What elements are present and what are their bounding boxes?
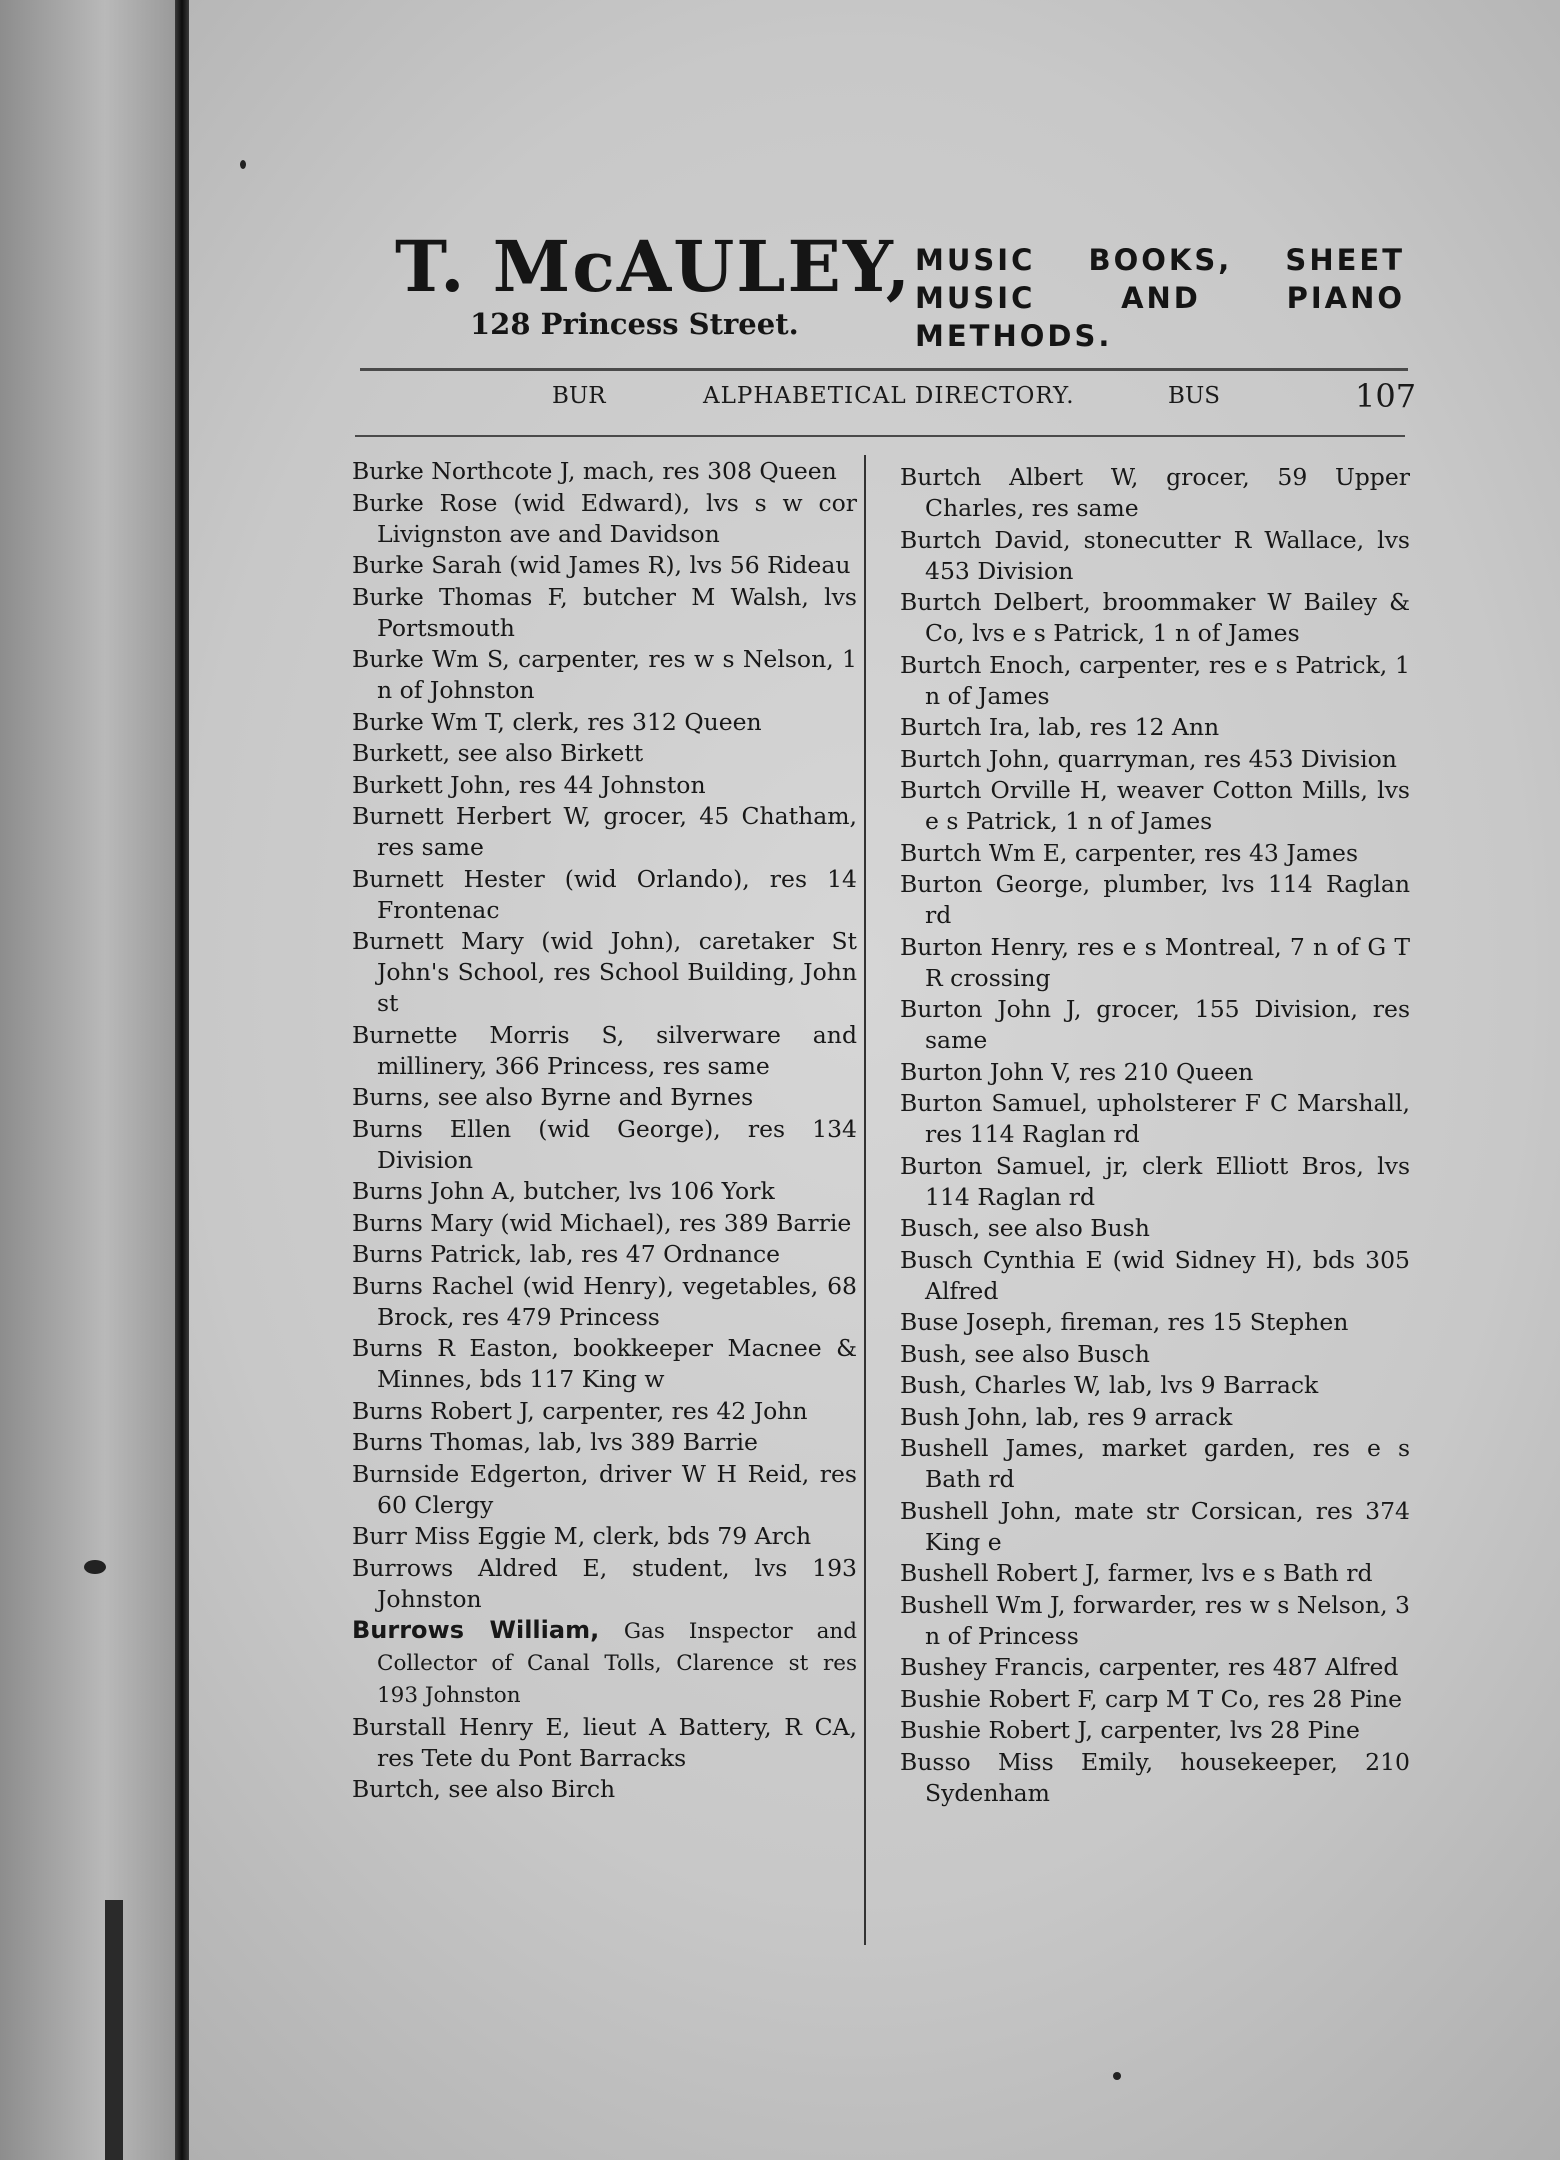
entry-text: Bushell Robert J, farmer, lvs e s Bath rd (900, 1559, 1373, 1587)
directory-entry (352, 1396, 857, 1427)
header-rule-top (360, 368, 1408, 371)
directory-entry (900, 1151, 1410, 1213)
entry-text: Burns Thomas, lab, lvs 389 Barrie (352, 1428, 758, 1456)
entry-name-bold: Burrows William, (352, 1616, 600, 1644)
directory-entry (900, 1370, 1410, 1401)
entry-text: Burton John J, grocer, 155 Division, res same (900, 995, 1410, 1054)
scan-shadow (105, 1900, 123, 2160)
directory-entry (900, 1496, 1410, 1558)
directory-entry (352, 738, 857, 769)
entry-text: Busch Cynthia E (wid Sidney H), bds 305 Alfred (900, 1245, 1410, 1305)
entry-text: Burke Thomas F, butcher M Walsh, lvs Portsmouth (352, 582, 857, 642)
directory-entry (900, 838, 1410, 869)
entry-text: Burke Wm T, clerk, res 312 Queen (352, 707, 762, 736)
entry-text: Buse Joseph, fireman, res 15 Stephen (900, 1308, 1349, 1336)
tagline-line: MUSIC BOOKS, SHEET (915, 243, 1405, 277)
entry-text: Burns, see also Byrne and Byrnes (352, 1083, 754, 1111)
entry-text: Burtch Ira, lab, res 12 Ann (900, 713, 1220, 741)
advertiser-name: T. McAULEY, (395, 225, 913, 308)
header-rule-bottom (355, 435, 1405, 437)
entry-text: Busch, see also Bush (900, 1214, 1150, 1242)
entry-text: Burton Samuel, jr, clerk Elliott Bros, lvs 114 Raglan rd (900, 1151, 1410, 1211)
entry-text: Burke Wm S, carpenter, res w s Nelson, 1 n of Johnston (352, 645, 857, 704)
entry-text: Bush John, lab, res 9 arrack (900, 1402, 1233, 1431)
tagline-line: METHODS. (915, 319, 1113, 353)
entry-text: Burr Miss Eggie M, clerk, bds 79 Arch (352, 1522, 812, 1550)
running-head-title: ALPHABETICAL DIRECTORY. (703, 383, 1075, 409)
directory-entry (352, 1020, 857, 1082)
running-head-right: BUS (1168, 383, 1221, 409)
directory-entry (352, 582, 857, 644)
entry-text: Burton Henry, res e s Montreal, 7 n of G T R crossing (900, 932, 1410, 992)
left-column (352, 450, 857, 1806)
entry-text: Burns Patrick, lab, res 47 Ordnance (352, 1240, 781, 1268)
entry-text: Burtch Albert W, grocer, 59 Upper Charles, res same (900, 463, 1410, 522)
directory-entry (352, 550, 857, 581)
entry-text: Burns Ellen (wid George), res 134 Division (352, 1114, 857, 1174)
directory-entry (352, 1239, 857, 1270)
entry-text: Burtch Orville H, weaver Cotton Mills, lvs e s Patrick, 1 n of James (900, 776, 1410, 835)
directory-entry (352, 1521, 857, 1552)
directory-entry (352, 1615, 857, 1711)
book-spine (175, 0, 189, 2160)
directory-entry (900, 1339, 1410, 1370)
directory-entry (352, 864, 857, 926)
advertisement (395, 225, 1405, 360)
directory-entry (900, 1747, 1410, 1809)
entry-text: Burnett Hester (wid Orlando), res 14 Frontenac (352, 864, 857, 924)
directory-entry (900, 1213, 1410, 1244)
directory-entry (900, 1652, 1410, 1683)
directory-entry (352, 1114, 857, 1176)
scan-speck (1113, 2072, 1121, 2080)
directory-entry (900, 587, 1410, 649)
entry-text: Burtch Wm E, carpenter, res 43 James (900, 838, 1359, 867)
directory-entry (352, 801, 857, 863)
directory-entry (900, 1307, 1410, 1338)
directory-entry (900, 650, 1410, 712)
entry-text: Burns R Easton, bookkeeper Macnee & Minnes, bds 117 King w (352, 1334, 857, 1393)
directory-entry (900, 775, 1410, 837)
entry-text: Bushell John, mate str Corsican, res 374 King e (900, 1496, 1410, 1556)
tagline-line: MUSIC AND PIANO (915, 281, 1405, 315)
directory-entry (900, 1558, 1410, 1589)
directory-entry (352, 1082, 857, 1113)
entry-text: Bush, see also Busch (900, 1339, 1150, 1368)
advertiser-tagline (915, 241, 1405, 355)
directory-entry (352, 1459, 857, 1521)
entry-text: Burnett Mary (wid John), caretaker St John's School, res School Building, John st (352, 927, 857, 1017)
directory-entry (352, 1176, 857, 1207)
directory-entry (352, 707, 857, 738)
directory-entry (352, 1427, 857, 1458)
entry-text: Burtch John, quarryman, res 453 Division (900, 744, 1397, 773)
entry-text: Gas Inspector and Collector of Canal Tolls, Clarence st res 193 Johnston (377, 1619, 857, 1708)
entry-text: Burtch Enoch, carpenter, res e s Patrick, 1 n of James (900, 650, 1410, 710)
page-number: 107 (1355, 377, 1417, 415)
directory-entry (900, 1088, 1410, 1150)
directory-entry (900, 1715, 1410, 1746)
directory-entry (900, 1433, 1410, 1495)
scan-speck (84, 1560, 106, 1574)
directory-entry (352, 644, 857, 706)
entry-text: Burns Robert J, carpenter, res 42 John (352, 1396, 808, 1425)
directory-entry (352, 1712, 857, 1774)
entry-text: Burns John A, butcher, lvs 106 York (352, 1177, 775, 1205)
entry-text: Bushie Robert J, carpenter, lvs 28 Pine (900, 1716, 1360, 1744)
entry-text: Burnette Morris S, silverware and millinery, 366 Princess, res same (352, 1020, 857, 1080)
directory-entry (900, 994, 1410, 1056)
directory-entry (352, 456, 857, 487)
directory-entry (900, 869, 1410, 931)
advertiser-address: 128 Princess Street. (470, 307, 799, 341)
directory-entry (352, 926, 857, 1019)
entry-text: Burton John V, res 210 Queen (900, 1057, 1254, 1086)
directory-entry (352, 1333, 857, 1395)
entry-text: Bush, Charles W, lab, lvs 9 Barrack (900, 1371, 1319, 1399)
directory-entry (352, 1271, 857, 1333)
directory-entry (352, 1553, 857, 1615)
entry-text: Burke Sarah (wid James R), lvs 56 Rideau (352, 551, 851, 579)
directory-entry (900, 1245, 1410, 1307)
directory-entry (900, 1590, 1410, 1652)
entry-text: Burtch, see also Birch (352, 1775, 616, 1803)
directory-entry (900, 1057, 1410, 1088)
entry-text: Bushie Robert F, carp M T Co, res 28 Pine (900, 1684, 1403, 1713)
directory-entry (900, 525, 1410, 587)
facing-page-margin (0, 0, 175, 2160)
entry-text: Burtch Delbert, broommaker W Bailey & Co, lvs e s Patrick, 1 n of James (900, 588, 1410, 647)
entry-text: Burns Rachel (wid Henry), vegetables, 68 Brock, res 479 Princess (352, 1271, 857, 1331)
entry-text: Burton George, plumber, lvs 114 Raglan rd (900, 870, 1410, 929)
scan-speck (240, 160, 246, 169)
entry-text: Burrows Aldred E, student, lvs 193 Johnston (352, 1553, 857, 1613)
directory-entry (352, 488, 857, 550)
entry-text: Bushell Wm J, forwarder, res w s Nelson, 3 n of Princess (900, 1590, 1410, 1650)
directory-entry (900, 462, 1410, 524)
directory-entry (900, 932, 1410, 994)
entry-text: Burnside Edgerton, driver W H Reid, res 60 Clergy (352, 1459, 857, 1519)
entry-text: Burstall Henry E, lieut A Battery, R CA, res Tete du Pont Barracks (352, 1712, 857, 1772)
running-head-left: BUR (552, 383, 606, 409)
directory-entry (900, 1402, 1410, 1433)
entry-text: Burkett, see also Birkett (352, 739, 644, 767)
column-divider (864, 455, 866, 1945)
entry-text: Bushell James, market garden, res e s Bath rd (900, 1434, 1410, 1493)
directory-entry (900, 712, 1410, 743)
entry-text: Burton Samuel, upholsterer F C Marshall, res 114 Raglan rd (900, 1089, 1410, 1148)
entry-text: Burnett Herbert W, grocer, 45 Chatham, res same (352, 802, 857, 861)
entry-text: Burtch David, stonecutter R Wallace, lvs 453 Division (900, 525, 1410, 585)
directory-entry (352, 1208, 857, 1239)
entry-text: Burkett John, res 44 Johnston (352, 770, 706, 799)
running-head (355, 377, 1417, 423)
entry-text: Burns Mary (wid Michael), res 389 Barrie (352, 1208, 852, 1237)
entry-text: Bushey Francis, carpenter, res 487 Alfred (900, 1653, 1399, 1681)
directory-entry (900, 744, 1410, 775)
directory-entry (352, 1774, 857, 1805)
directory-entry (900, 1684, 1410, 1715)
entry-text: Busso Miss Emily, housekeeper, 210 Sydenham (900, 1747, 1410, 1807)
entry-text: Burke Rose (wid Edward), lvs s w cor Livignston ave and Davidson (352, 488, 857, 548)
entry-text: Burke Northcote J, mach, res 308 Queen (352, 457, 837, 485)
directory-entry (352, 770, 857, 801)
right-column (900, 450, 1410, 1809)
